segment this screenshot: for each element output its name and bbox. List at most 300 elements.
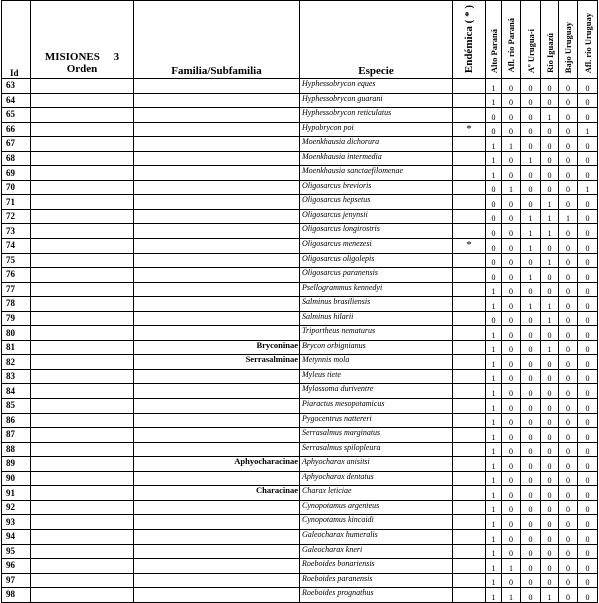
presence-cell: 0 bbox=[559, 369, 578, 384]
table-row bbox=[2, 224, 598, 239]
species-cell: Hyphessobrycon eques bbox=[300, 79, 453, 94]
presence-cell: 0 bbox=[559, 413, 578, 428]
endemic-cell bbox=[453, 166, 486, 181]
species-cell: Roeboides prognathus bbox=[300, 588, 453, 603]
presence-cell: 0 bbox=[502, 529, 521, 544]
presence-cell: 0 bbox=[541, 399, 559, 414]
order-cell bbox=[31, 93, 134, 108]
table-row bbox=[2, 79, 598, 94]
presence-cell: 0 bbox=[578, 457, 598, 472]
presence-cell: 0 bbox=[502, 93, 521, 108]
row-id: 83 bbox=[2, 369, 31, 384]
presence-cell: 0 bbox=[559, 515, 578, 530]
row-id: 70 bbox=[2, 180, 31, 195]
endemic-cell bbox=[453, 297, 486, 312]
endemic-cell bbox=[453, 224, 486, 239]
species-cell: Salminus hilarii bbox=[300, 311, 453, 326]
subfamily-cell bbox=[134, 253, 300, 268]
presence-cell: 1 bbox=[486, 457, 502, 472]
species-table-body bbox=[2, 79, 598, 603]
presence-cell: 0 bbox=[502, 355, 521, 370]
presence-cell: 0 bbox=[502, 573, 521, 588]
presence-cell: 0 bbox=[521, 108, 541, 123]
presence-cell: 1 bbox=[486, 559, 502, 574]
row-id: 78 bbox=[2, 297, 31, 312]
presence-cell: 0 bbox=[502, 384, 521, 399]
subfamily-cell bbox=[134, 573, 300, 588]
table-row bbox=[2, 108, 598, 123]
subfamily-cell bbox=[134, 588, 300, 603]
presence-cell: 1 bbox=[486, 340, 502, 355]
presence-cell: 1 bbox=[541, 311, 559, 326]
endemic-cell bbox=[453, 93, 486, 108]
presence-cell: 0 bbox=[502, 311, 521, 326]
presence-cell: 0 bbox=[559, 166, 578, 181]
endemic-cell bbox=[453, 326, 486, 341]
presence-cell: 0 bbox=[502, 442, 521, 457]
region-header-alto-parana bbox=[486, 1, 502, 79]
table-row bbox=[2, 428, 598, 443]
species-cell: Cynopotamus kincaidi bbox=[300, 515, 453, 530]
subfamily-cell bbox=[134, 122, 300, 137]
presence-cell: 0 bbox=[559, 340, 578, 355]
presence-cell: 0 bbox=[502, 195, 521, 210]
presence-cell: 0 bbox=[521, 573, 541, 588]
species-cell: Oligosarcus oligolepis bbox=[300, 253, 453, 268]
presence-cell: 0 bbox=[578, 297, 598, 312]
endemic-cell bbox=[453, 209, 486, 224]
presence-cell: 0 bbox=[559, 355, 578, 370]
table-row bbox=[2, 529, 598, 544]
endemic-cell bbox=[453, 588, 486, 603]
presence-cell: 0 bbox=[541, 559, 559, 574]
presence-cell: 0 bbox=[541, 166, 559, 181]
presence-cell: 0 bbox=[578, 384, 598, 399]
presence-cell: 1 bbox=[578, 180, 598, 195]
endemic-cell bbox=[453, 442, 486, 457]
species-cell: Mylossoma duriventre bbox=[300, 384, 453, 399]
order-cell bbox=[31, 471, 134, 486]
endemic-cell bbox=[453, 282, 486, 297]
presence-cell: 1 bbox=[541, 588, 559, 603]
table-row bbox=[2, 137, 598, 152]
endemic-cell bbox=[453, 486, 486, 501]
species-cell: Serrasalmus spilopleura bbox=[300, 442, 453, 457]
presence-cell: 1 bbox=[541, 195, 559, 210]
subfamily-cell bbox=[134, 282, 300, 297]
presence-cell: 1 bbox=[521, 209, 541, 224]
presence-cell: 1 bbox=[521, 239, 541, 254]
presence-cell: 1 bbox=[486, 326, 502, 341]
region-header-label: Afl. río Uruguay bbox=[582, 12, 593, 73]
endemic-header bbox=[453, 1, 486, 79]
presence-cell: 0 bbox=[521, 369, 541, 384]
species-cell: Oligosarcus menezesi bbox=[300, 239, 453, 254]
endemic-cell bbox=[453, 544, 486, 559]
presence-cell: 0 bbox=[541, 486, 559, 501]
species-cell: Hyphessobrycon reticulatus bbox=[300, 108, 453, 123]
presence-cell: 1 bbox=[486, 137, 502, 152]
table-row bbox=[2, 326, 598, 341]
species-cell: Triportheus nematurus bbox=[300, 326, 453, 341]
species-cell: Oligosarcus hepsetus bbox=[300, 195, 453, 210]
presence-cell: 0 bbox=[502, 515, 521, 530]
species-cell: Hyphessobrycon guarani bbox=[300, 93, 453, 108]
presence-cell: 0 bbox=[541, 282, 559, 297]
presence-cell: 0 bbox=[541, 180, 559, 195]
presence-cell: 0 bbox=[502, 457, 521, 472]
table-row bbox=[2, 369, 598, 384]
subfamily-cell bbox=[134, 268, 300, 283]
presence-cell: 0 bbox=[521, 137, 541, 152]
region-header-iguazu bbox=[541, 1, 559, 79]
table-row bbox=[2, 573, 598, 588]
presence-cell: 0 bbox=[502, 340, 521, 355]
subfamily-cell bbox=[134, 399, 300, 414]
presence-cell: 0 bbox=[559, 588, 578, 603]
presence-cell: 1 bbox=[541, 224, 559, 239]
presence-cell: 0 bbox=[541, 471, 559, 486]
order-cell bbox=[31, 209, 134, 224]
presence-cell: 0 bbox=[559, 500, 578, 515]
presence-cell: 0 bbox=[578, 282, 598, 297]
table-row bbox=[2, 413, 598, 428]
presence-cell: 0 bbox=[578, 369, 598, 384]
presence-cell: 0 bbox=[502, 151, 521, 166]
presence-cell: 1 bbox=[486, 515, 502, 530]
order-cell bbox=[31, 529, 134, 544]
presence-cell: 1 bbox=[486, 151, 502, 166]
row-id: 89 bbox=[2, 457, 31, 472]
presence-cell: 0 bbox=[541, 428, 559, 443]
presence-cell: 1 bbox=[521, 151, 541, 166]
presence-cell: 1 bbox=[559, 209, 578, 224]
subfamily-cell bbox=[134, 471, 300, 486]
presence-cell: 0 bbox=[578, 399, 598, 414]
presence-cell: 0 bbox=[541, 151, 559, 166]
header-row bbox=[2, 1, 598, 79]
presence-cell: 0 bbox=[541, 529, 559, 544]
presence-cell: 0 bbox=[521, 399, 541, 414]
presence-cell: 1 bbox=[486, 544, 502, 559]
table-row bbox=[2, 340, 598, 355]
region-header-urugua-i bbox=[521, 1, 541, 79]
row-id: 98 bbox=[2, 588, 31, 603]
presence-cell: 0 bbox=[521, 515, 541, 530]
order-cell bbox=[31, 282, 134, 297]
species-cell: Oligosarcus brevioris bbox=[300, 180, 453, 195]
region-header-label: Bajo Uruguay bbox=[563, 21, 573, 73]
endemic-cell bbox=[453, 471, 486, 486]
presence-cell: 0 bbox=[521, 93, 541, 108]
presence-cell: 0 bbox=[541, 500, 559, 515]
region-header-afl-parana bbox=[502, 1, 521, 79]
subfamily-cell bbox=[134, 209, 300, 224]
endemic-cell bbox=[453, 529, 486, 544]
subfamily-cell bbox=[134, 384, 300, 399]
table-row bbox=[2, 151, 598, 166]
presence-cell: 0 bbox=[502, 224, 521, 239]
presence-cell: 0 bbox=[521, 166, 541, 181]
presence-cell: 0 bbox=[559, 224, 578, 239]
presence-cell: 1 bbox=[541, 340, 559, 355]
species-cell: Myleus tiete bbox=[300, 369, 453, 384]
subfamily-cell bbox=[134, 180, 300, 195]
table-row bbox=[2, 442, 598, 457]
presence-cell: 0 bbox=[541, 268, 559, 283]
presence-cell: 0 bbox=[541, 93, 559, 108]
presence-cell: 0 bbox=[502, 122, 521, 137]
row-id: 86 bbox=[2, 413, 31, 428]
endemic-cell bbox=[453, 268, 486, 283]
presence-cell: 0 bbox=[559, 544, 578, 559]
region-header-label: Aº Urugua-i bbox=[525, 28, 536, 73]
presence-cell: 1 bbox=[502, 180, 521, 195]
presence-cell: 0 bbox=[578, 268, 598, 283]
presence-cell: 0 bbox=[541, 369, 559, 384]
order-cell bbox=[31, 108, 134, 123]
presence-cell: 0 bbox=[521, 588, 541, 603]
order-cell bbox=[31, 384, 134, 399]
presence-cell: 1 bbox=[486, 413, 502, 428]
order-cell bbox=[31, 137, 134, 152]
row-id: 72 bbox=[2, 209, 31, 224]
presence-cell: 0 bbox=[486, 268, 502, 283]
order-cell bbox=[31, 79, 134, 94]
species-cell: Oligosarcus jenynsii bbox=[300, 209, 453, 224]
presence-cell: 0 bbox=[578, 413, 598, 428]
presence-cell: 1 bbox=[486, 500, 502, 515]
subfamily-cell bbox=[134, 93, 300, 108]
presence-cell: 1 bbox=[541, 108, 559, 123]
presence-cell: 0 bbox=[502, 369, 521, 384]
subfamily-cell bbox=[134, 413, 300, 428]
order-cell bbox=[31, 500, 134, 515]
presence-cell: 0 bbox=[486, 122, 502, 137]
presence-cell: 0 bbox=[521, 442, 541, 457]
table-row bbox=[2, 253, 598, 268]
misiones-label: MISIONES 3 bbox=[44, 51, 120, 63]
presence-cell: 0 bbox=[559, 122, 578, 137]
presence-cell: 0 bbox=[559, 297, 578, 312]
presence-cell: 0 bbox=[521, 253, 541, 268]
presence-cell: 0 bbox=[521, 355, 541, 370]
row-id: 73 bbox=[2, 224, 31, 239]
presence-cell: 0 bbox=[559, 180, 578, 195]
presence-cell: 0 bbox=[502, 166, 521, 181]
presence-cell: 0 bbox=[521, 122, 541, 137]
order-cell bbox=[31, 166, 134, 181]
endemic-cell bbox=[453, 500, 486, 515]
order-cell bbox=[31, 544, 134, 559]
presence-cell: 0 bbox=[559, 399, 578, 414]
endemic-cell: * bbox=[453, 122, 486, 137]
presence-cell: 0 bbox=[559, 326, 578, 341]
presence-cell: 0 bbox=[521, 544, 541, 559]
subfamily-cell bbox=[134, 500, 300, 515]
table-row bbox=[2, 297, 598, 312]
species-cell: Galeocharax kneri bbox=[300, 544, 453, 559]
region-header-bajo-uruguay bbox=[559, 1, 578, 79]
subfamily-cell bbox=[134, 224, 300, 239]
presence-cell: 0 bbox=[521, 311, 541, 326]
presence-cell: 0 bbox=[502, 486, 521, 501]
table-row bbox=[2, 355, 598, 370]
subfamily-cell bbox=[134, 195, 300, 210]
presence-cell: 0 bbox=[486, 311, 502, 326]
order-cell bbox=[31, 442, 134, 457]
presence-cell: 0 bbox=[578, 108, 598, 123]
species-cell: Aphyocharax anisitsi bbox=[300, 457, 453, 472]
presence-cell: 0 bbox=[559, 151, 578, 166]
order-label: Orden bbox=[66, 63, 98, 75]
id-header: Id bbox=[2, 1, 31, 79]
presence-cell: 1 bbox=[486, 369, 502, 384]
row-id: 96 bbox=[2, 559, 31, 574]
endemic-cell bbox=[453, 108, 486, 123]
presence-cell: 0 bbox=[559, 253, 578, 268]
species-table bbox=[1, 0, 598, 603]
order-cell bbox=[31, 573, 134, 588]
species-cell: Roeboides bonariensis bbox=[300, 559, 453, 574]
row-id: 90 bbox=[2, 471, 31, 486]
order-cell bbox=[31, 268, 134, 283]
species-cell: Salminus brasiliensis bbox=[300, 297, 453, 312]
presence-cell: 0 bbox=[578, 209, 598, 224]
presence-cell: 0 bbox=[502, 268, 521, 283]
presence-cell: 0 bbox=[578, 195, 598, 210]
presence-cell: 0 bbox=[578, 428, 598, 443]
row-id: 75 bbox=[2, 253, 31, 268]
presence-cell: 0 bbox=[541, 239, 559, 254]
presence-cell: 0 bbox=[521, 428, 541, 443]
presence-cell: 1 bbox=[486, 486, 502, 501]
presence-cell: 0 bbox=[559, 457, 578, 472]
row-id: 65 bbox=[2, 108, 31, 123]
row-id: 85 bbox=[2, 399, 31, 414]
presence-cell: 0 bbox=[578, 224, 598, 239]
presence-cell: 0 bbox=[502, 239, 521, 254]
presence-cell: 0 bbox=[541, 457, 559, 472]
endemic-cell bbox=[453, 311, 486, 326]
region-header-label: Río Iguazú bbox=[544, 33, 555, 73]
order-cell bbox=[31, 297, 134, 312]
presence-cell: 0 bbox=[521, 529, 541, 544]
presence-cell: 0 bbox=[521, 282, 541, 297]
presence-cell: 0 bbox=[578, 340, 598, 355]
table-row bbox=[2, 180, 598, 195]
presence-cell: 0 bbox=[578, 151, 598, 166]
subfamily-cell bbox=[134, 108, 300, 123]
species-cell: Cynopotamus argenteus bbox=[300, 500, 453, 515]
presence-cell: 1 bbox=[486, 442, 502, 457]
endemic-cell bbox=[453, 151, 486, 166]
species-cell: Oligosarcus longirostris bbox=[300, 224, 453, 239]
row-id: 64 bbox=[2, 93, 31, 108]
presence-cell: 0 bbox=[578, 529, 598, 544]
presence-cell: 0 bbox=[502, 253, 521, 268]
presence-cell: 0 bbox=[502, 297, 521, 312]
endemic-cell bbox=[453, 428, 486, 443]
species-header: Especie bbox=[300, 1, 453, 79]
endemic-cell bbox=[453, 340, 486, 355]
subfamily-cell bbox=[134, 311, 300, 326]
presence-cell: 0 bbox=[502, 500, 521, 515]
row-id: 82 bbox=[2, 355, 31, 370]
species-cell: Metynnis mola bbox=[300, 355, 453, 370]
presence-cell: 0 bbox=[541, 442, 559, 457]
presence-cell: 0 bbox=[486, 209, 502, 224]
presence-cell: 0 bbox=[559, 442, 578, 457]
endemic-cell bbox=[453, 369, 486, 384]
presence-cell: 0 bbox=[559, 486, 578, 501]
table-row bbox=[2, 500, 598, 515]
species-cell: Roeboides paranensis bbox=[300, 573, 453, 588]
endemic-cell bbox=[453, 413, 486, 428]
presence-cell: 1 bbox=[486, 384, 502, 399]
presence-cell: 0 bbox=[502, 544, 521, 559]
order-cell bbox=[31, 457, 134, 472]
presence-cell: 0 bbox=[541, 355, 559, 370]
endemic-cell bbox=[453, 180, 486, 195]
species-cell: Psellogrammus kennedyi bbox=[300, 282, 453, 297]
presence-cell: 0 bbox=[541, 79, 559, 94]
order-cell bbox=[31, 151, 134, 166]
table-row bbox=[2, 282, 598, 297]
species-cell: Charax leticiae bbox=[300, 486, 453, 501]
row-id: 74 bbox=[2, 239, 31, 254]
order-cell bbox=[31, 369, 134, 384]
subfamily-cell: Characinae bbox=[134, 486, 300, 501]
endemic-cell bbox=[453, 195, 486, 210]
endemic-cell bbox=[453, 355, 486, 370]
order-cell bbox=[31, 122, 134, 137]
presence-cell: 0 bbox=[578, 79, 598, 94]
presence-cell: 1 bbox=[541, 209, 559, 224]
order-cell bbox=[31, 326, 134, 341]
presence-cell: 0 bbox=[559, 268, 578, 283]
subfamily-cell bbox=[134, 529, 300, 544]
table-row bbox=[2, 122, 598, 137]
table-row bbox=[2, 457, 598, 472]
region-header-label: Alto Paraná bbox=[488, 28, 499, 73]
presence-cell: 0 bbox=[521, 180, 541, 195]
subfamily-cell bbox=[134, 151, 300, 166]
order-cell bbox=[31, 253, 134, 268]
presence-cell: 0 bbox=[502, 282, 521, 297]
presence-cell: 0 bbox=[578, 486, 598, 501]
endemic-cell bbox=[453, 253, 486, 268]
table-row bbox=[2, 268, 598, 283]
presence-cell: 1 bbox=[486, 529, 502, 544]
presence-cell: 0 bbox=[521, 500, 541, 515]
presence-cell: 0 bbox=[521, 486, 541, 501]
row-id: 66 bbox=[2, 122, 31, 137]
species-cell: Piaractus mesopotamicus bbox=[300, 399, 453, 414]
presence-cell: 0 bbox=[541, 515, 559, 530]
row-id: 91 bbox=[2, 486, 31, 501]
table-row bbox=[2, 195, 598, 210]
presence-cell: 0 bbox=[559, 311, 578, 326]
presence-cell: 1 bbox=[521, 268, 541, 283]
presence-cell: 0 bbox=[578, 500, 598, 515]
presence-cell: 1 bbox=[486, 471, 502, 486]
row-id: 87 bbox=[2, 428, 31, 443]
presence-cell: 0 bbox=[502, 428, 521, 443]
order-cell bbox=[31, 428, 134, 443]
presence-cell: 0 bbox=[541, 413, 559, 428]
order-cell bbox=[31, 486, 134, 501]
